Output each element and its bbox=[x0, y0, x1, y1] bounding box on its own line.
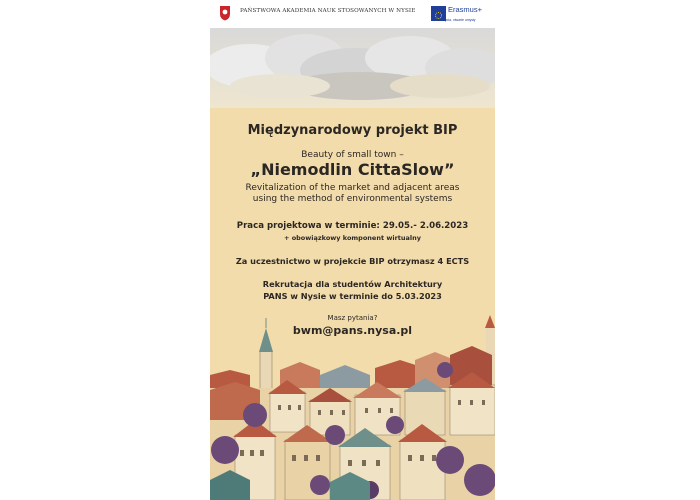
erasmus-tagline: Zmiana życia, otwarte umysły bbox=[431, 18, 476, 22]
project-dates: Praca projektowa w terminie: 29.05.- 2.06.2023 bbox=[236, 221, 469, 231]
subtitle-desc-line-2: using the method of environmental systems bbox=[252, 194, 453, 204]
event-poster bbox=[210, 0, 495, 500]
clouds-illustration bbox=[210, 28, 495, 108]
recruitment-line-2: PANS w Nysie w terminie do 5.03.2023 bbox=[263, 291, 442, 301]
subtitle-description bbox=[210, 183, 495, 205]
recruitment-line-1: Rekrutacja dla studentów Architektury bbox=[262, 279, 443, 289]
subtitle-desc-line-1: Revitalization of the market and adjacent areas bbox=[245, 183, 460, 193]
erasmus-logo-text: Erasmus+ bbox=[448, 5, 482, 14]
eu-flag-icon bbox=[431, 6, 446, 17]
university-crest-icon bbox=[219, 5, 231, 21]
header-bar bbox=[210, 0, 495, 28]
virtual-component-note: + obowiązkowy komponent wirtualny bbox=[283, 234, 421, 242]
poster-title: Międzynarodowy projekt BIP bbox=[247, 123, 458, 138]
questions-label: Masz pytania? bbox=[327, 314, 378, 322]
subtitle-main: „Niemodlin CittaSlow” bbox=[250, 160, 455, 179]
contact-email[interactable]: bwm@pans.nysa.pl bbox=[292, 324, 413, 337]
institution-name: PAŃSTWOWA AKADEMIA NAUK STOSOWANYCH W NYSIE bbox=[240, 8, 416, 14]
ects-info: Za uczestnictwo w projekcie BIP otrzymasz 4 ECTS bbox=[235, 256, 470, 266]
subtitle-small: Beauty of small town – bbox=[301, 150, 404, 160]
town-illustration bbox=[210, 310, 495, 500]
